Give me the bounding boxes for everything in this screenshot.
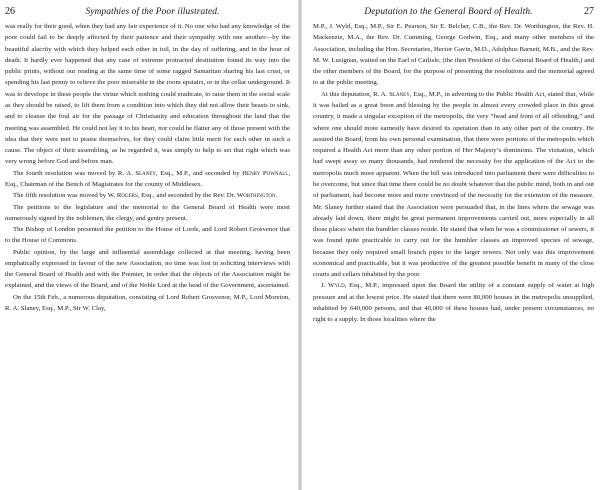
text-run: Public opinion, by the large and influential assemblage collected at that meeting, having been emphatically expressed in favour of the new Association, no time was lost in soliciting interviews with the General Board of Health and with the Premier, in order that the objects of the Association might be explained, and the views of the Board, and of the Noble Lord at the head of the Government, ascertained. [5, 248, 290, 290]
paragraph [5, 224, 290, 247]
text-run: . [275, 192, 278, 200]
text-run: , Esq., M.P., impressed upon the Board the utility of a constant supply of water at high pressure and at the lowest price. He stated that there were 80,000 houses in the metropolis unsupplied, inhabited by 640,000 persons, and that 40,000 of these houses had, under present circumstances, no right to a supply. In those localities where the [313, 282, 594, 324]
text-run: was really for their good, when they had any fair experience of it. No one who had any knowledge of the poor could fail to be deeply affected by their patience and their sympathy with one another—by the beautiful alacrity with which they helped each other in toil, in the day of suffering, and in the hour of death. It hardly ever happened that any case of extreme protracted destitution found its way into the public prints, without our reading at the same time of some ragged Samaritan sharing his last crust, or spending his last penny to relieve the poor miserable in the room upstairs, or in the cellar underground. It was to develope in these people the virtue which nothing could eradicate, to raise them in the social scale as they should be raised, to lift them from a condition into which they did not allow their beasts to sink, and to cleanse the foul air for the passage of Christianity and education throughout the land that the meeting was assembled. He could not lay it to his heart, nor could he flatter any of those present with the idea that they were met to praise themselves, for they could claim little merit for each other in such a cause. The object of their assembling, as he regarded it, was simply to help to set that right which was very wrong before God and before man. [5, 23, 290, 166]
paragraph [5, 247, 290, 292]
right-page-text [313, 21, 594, 326]
text-run: On the 15th Feb., a numerous deputation, consisting of Lord Robert Grosvenor, M.P., Lord Moreton, R. A. Slaney, Esq., M.P., Sir W. Clay, [5, 293, 290, 313]
paragraph [5, 202, 290, 225]
paragraph [5, 292, 290, 315]
right-page [300, 0, 600, 490]
paragraph [313, 280, 594, 325]
right-running-head [313, 6, 594, 19]
text-run: , Esq., M.P., and seconded by [156, 169, 243, 177]
small-caps-name: Worthington [236, 192, 276, 200]
paragraph [5, 168, 290, 191]
text-run: The fifth resolution was moved by W. [13, 192, 117, 200]
paragraph [5, 190, 290, 201]
text-run: M.P., J. Wyld, Esq., M.P., Sir E. Pearson, Sir E. Belcher, C.B., the Rev. Dr. Worthington, the Rev. H. Mackenzie, M.A., the Rev. Dr. Cumming, George Godwin, Esq., and many other members of the Association, including the Hon. Secretaries, Hector Gavin, M.D., Adolphus Barnett, M.B., and the Rev. M. W. Lusignan, waited on the Earl of Carlisle, (the then President of the General Board of Health,) and the other members of the Board, for the purpose of presenting the resolutions and the memorial agreed to at the public meeting. [313, 23, 594, 87]
small-caps-name: Wyld [328, 282, 345, 290]
text-run: The fourth resolution was moved by R. A. [13, 169, 136, 177]
page-number-right: 27 [584, 6, 594, 17]
text-run: J. [321, 282, 329, 290]
left-running-head [5, 6, 290, 19]
text-run: , Esq., and seconded by the Rev. Dr. [137, 192, 237, 200]
small-caps-name: Henry Pownall [242, 169, 289, 177]
small-caps-name: Slaney [135, 169, 157, 177]
text-run: , Esq., M.P., in adverting to the Public Health Act, stated that, while it was hailed as a great boon and blessing by the people in almost every crowded place in this great country, it made a singular exception of the metropolis, the very “head and front of all offending,” and where one should more earnestly have desired its operation than in any other part of the country. He assured the Board, from his own personal examination, that there were portions of the metropolis which required a Health Act more than any other portion of Her Majesty’s dominions. The visitation, which had swept away so many thousands, had rendered the necessity for the application of the Act to the metropolis much more apparent. When the bill was introduced into parliament there were difficulties to be overcome, but since that time there could be no doubt whatever that the public mind, both in and out of parliament, had become more and more convinced of the necessity for the extension of the measure. Mr. Slaney further stated that the Association were persuaded that, in the lines where the sewage was already laid down, there might be great permanent improvements carried out, more especially in all those places where the humbler classes reside. He stated that when he was a commissioner of sewers, it was found quite practicable to carry out for the humbler classes an improved species of sewage, because they only required small branch pipes to the larger sewers. Not only was this improvement economical and practicable, but it was productive of the greatest possible benefit in many of the close courts and cellars inhabited by the poor. [313, 90, 595, 279]
small-caps-name: Rogers [116, 192, 138, 200]
small-caps-name: Slaney [389, 90, 410, 98]
page-number-left: 26 [5, 6, 15, 17]
text-run: The Bishop of London presented the petition to the House of Lords, and Lord Robert Grosvenor that to the House of Commons. [5, 226, 290, 245]
paragraph [313, 89, 594, 281]
paragraph [5, 21, 290, 168]
text-run: At this deputation, R. A. [321, 90, 390, 98]
text-run: The petitions to the legislature and the memorial to the General Board of Health were most numerously signed by the noblemen, the clergy, and gentry present. [5, 203, 290, 222]
left-page-text [5, 21, 290, 314]
text-run: , Esq., Chairman of the Bench of Magistrates for the county of Middlesex. [5, 169, 290, 188]
paragraph [313, 21, 594, 89]
running-title-right: Deputation to the General Board of Health. [364, 7, 533, 17]
running-title-left: Sympathies of the Poor illustrated. [85, 7, 220, 17]
